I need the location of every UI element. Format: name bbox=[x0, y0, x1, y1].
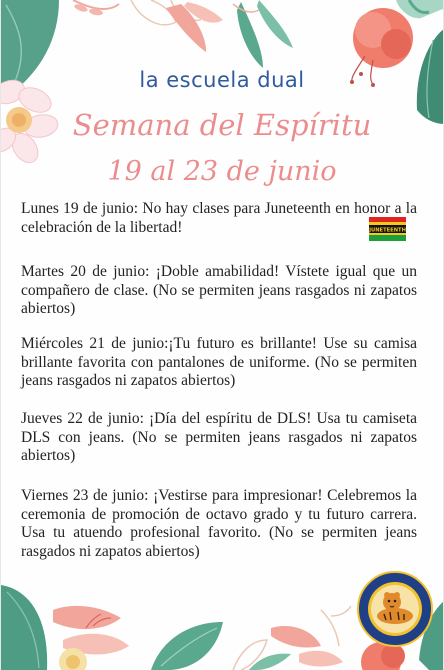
day-wednesday: Miércoles 21 de junio:¡Tu futuro es brillante! Use su camisa brillante favorita con pantalones de uniforme. (No se permiten jeans rasgados ni zapatos abiertos) bbox=[21, 335, 417, 389]
day-thursday: Jueves 22 de junio: ¡Día del espíritu de DLS! Usa tu camiseta DLS con jeans. (No se permiten jeans rasgados ni zapatos abiertos) bbox=[21, 410, 417, 464]
flyer-dates: 19 al 23 de junio bbox=[107, 156, 337, 187]
flyer-title: Semana del Espíritu bbox=[72, 108, 372, 142]
pink-leaf-icon bbox=[53, 606, 129, 655]
day-friday: Viernes 23 de junio: ¡Vestirse para impresionar! Celebremos la ceremonia de promoción de octavo grado y tu futuro carrera. Usa tu atuendo profesional favorito. (No se permiten jeans rasgados ni zapatos abiertos) bbox=[21, 487, 417, 560]
leaf-icon bbox=[1, 585, 47, 670]
day-monday: Lunes 19 de junio: No hay clases para Juneteenth en honor a la celebración de la libertad! bbox=[21, 200, 417, 236]
leaf-icon bbox=[409, 0, 444, 124]
day-tuesday: Martes 20 de junio: ¡Doble amabilidad! Vístete igual que un compañero de clase. (No se permiten jeans rasgados ni zapatos abiertos) bbox=[21, 263, 417, 317]
sprig-icon bbox=[321, 606, 351, 646]
school-name: la escuela dual bbox=[139, 68, 305, 92]
school-seal-logo bbox=[356, 570, 434, 648]
sprig-icon bbox=[233, 4, 259, 12]
juneteenth-badge-icon bbox=[369, 217, 406, 241]
sprig-icon bbox=[73, 0, 119, 16]
svg-text:JUNETEENTH: JUNETEENTH bbox=[369, 227, 406, 234]
leaf-icon bbox=[151, 622, 223, 670]
pink-leaf-icon bbox=[166, 2, 223, 52]
